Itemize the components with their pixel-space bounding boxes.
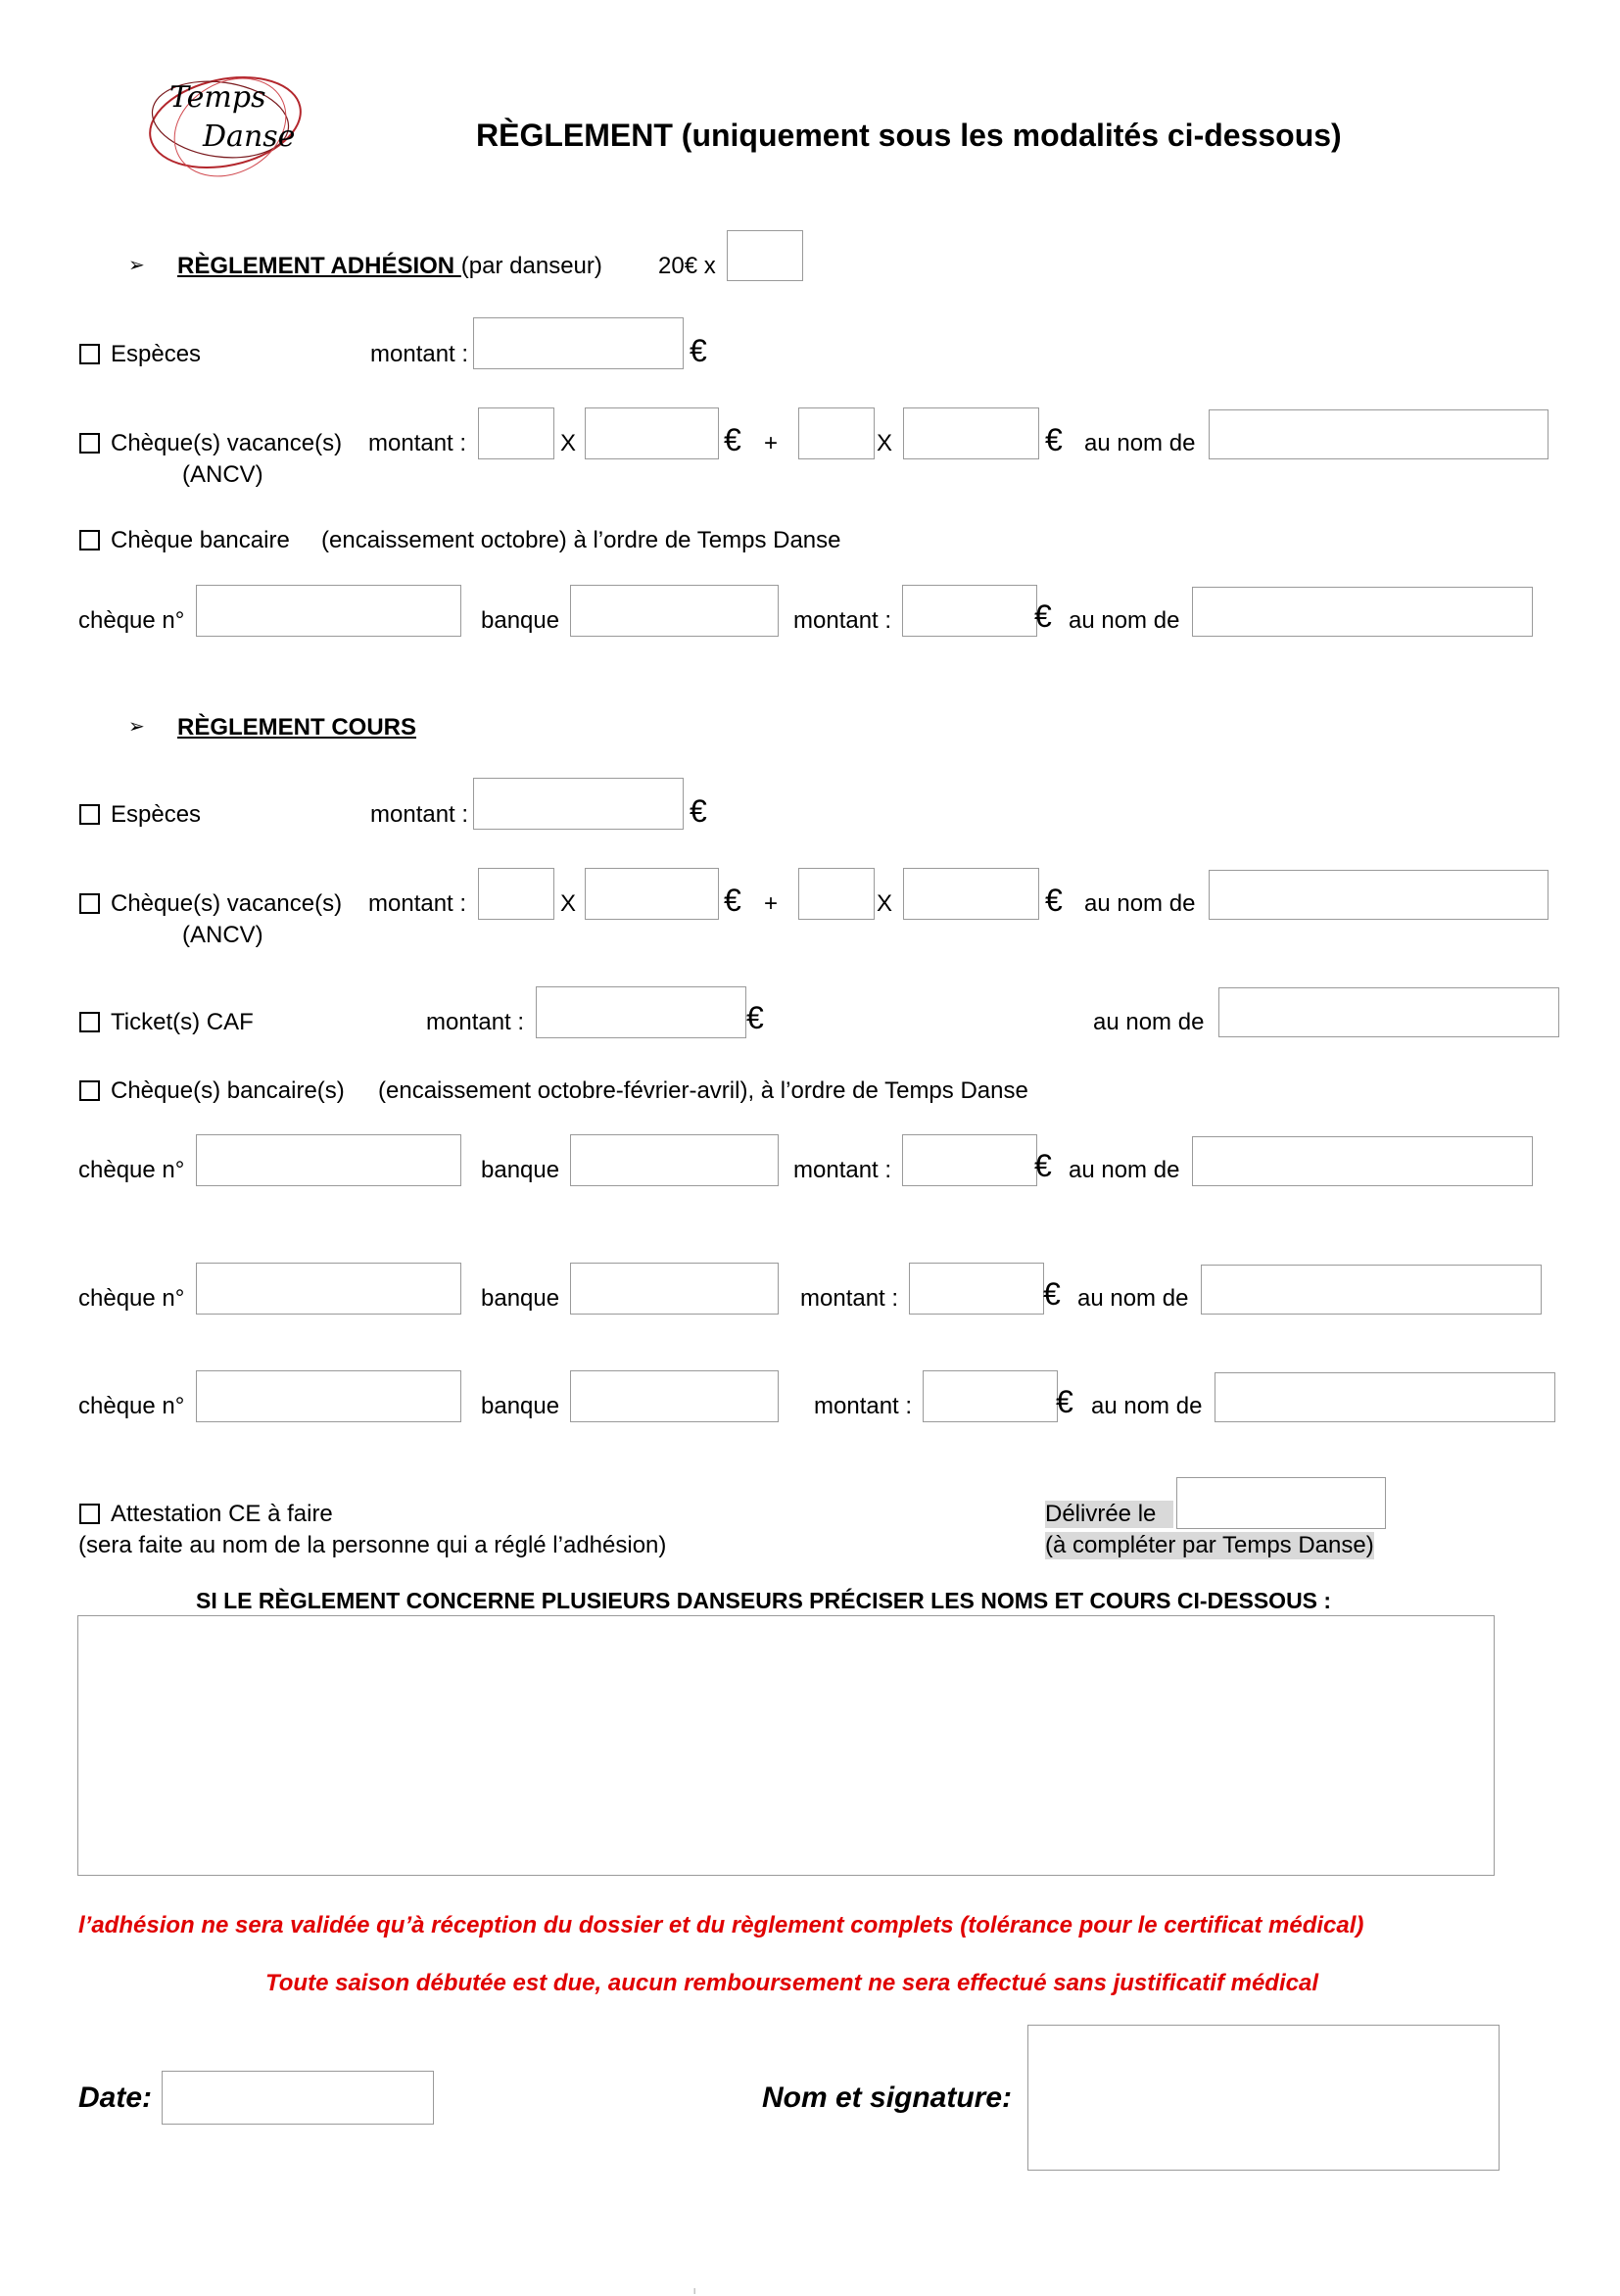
cours-cheque2-au-nom-label: au nom de [1077, 1285, 1189, 1312]
euro-icon: € [724, 422, 741, 457]
cours-cheques-bancaires-label: Chèque(s) bancaire(s) [111, 1077, 345, 1104]
adhesion-banque-input[interactable] [570, 585, 779, 637]
adhesion-cheque-bancaire-checkbox[interactable] [79, 530, 100, 550]
euro-icon: € [1056, 1384, 1073, 1419]
euro-icon: € [1034, 1148, 1052, 1183]
cours-ancv-val2-input[interactable] [903, 868, 1039, 920]
euro-icon: € [1045, 883, 1063, 918]
cours-cheque1-montant-input[interactable] [902, 1134, 1037, 1186]
cours-cheque1-montant-label: montant : [793, 1157, 892, 1183]
plus-label: + [764, 890, 779, 917]
plusieurs-danseurs-heading: SI LE RÈGLEMENT CONCERNE PLUSIEURS DANSEURS PRÉCISER LES NOMS ET COURS CI-DESSOUS : [196, 1588, 1332, 1613]
cours-caf-au-nom-label: au nom de [1093, 1009, 1205, 1035]
cours-cheque3-montant-input[interactable] [923, 1370, 1058, 1422]
bullet-arrow-icon: ➢ [128, 716, 145, 738]
adhesion-ancv-val2-input[interactable] [903, 407, 1039, 459]
delivree-label: Délivrée le [1045, 1501, 1173, 1528]
cours-cheque2-banque-label: banque [481, 1285, 560, 1312]
cours-cheque1-nom-input[interactable] [1192, 1136, 1533, 1186]
cours-cheque1-banque-label: banque [481, 1157, 560, 1183]
cours-ancv-montant-label: montant : [368, 890, 467, 917]
cours-caf-nom-input[interactable] [1218, 987, 1559, 1037]
adhesion-ancv-label: Chèque(s) vacance(s) [111, 430, 343, 456]
delivree-date-input[interactable] [1176, 1477, 1386, 1529]
cours-cheque3-no-input[interactable] [196, 1370, 461, 1422]
cours-cheque3-montant-label: montant : [814, 1393, 913, 1419]
cours-cheque1-banque-input[interactable] [570, 1134, 779, 1186]
cours-cheques-bancaires-note: (encaissement octobre-février-avril), à l’ordre de Temps Danse [378, 1077, 1028, 1104]
adhesion-cheque-montant-label: montant : [793, 607, 892, 634]
adhesion-cheque-no-input[interactable] [196, 585, 461, 637]
cours-heading: RÈGLEMENT COURS [177, 714, 417, 741]
cours-especes-checkbox[interactable] [79, 804, 100, 825]
adhesion-especes-label: Espèces [111, 341, 202, 367]
cours-ancv-au-nom-label: au nom de [1084, 890, 1196, 917]
euro-icon: € [1043, 1276, 1061, 1312]
adhesion-quantity-input[interactable] [727, 230, 803, 281]
logo [132, 59, 309, 186]
adhesion-price: 20€ x [658, 253, 716, 279]
plus-label: + [764, 430, 779, 456]
cours-especes-montant-label: montant : [370, 801, 469, 828]
cours-ancv-checkbox[interactable] [79, 893, 100, 914]
cours-caf-montant-label: montant : [426, 1009, 525, 1035]
cours-cheque3-nom-input[interactable] [1215, 1372, 1555, 1422]
adhesion-heading: RÈGLEMENT ADHÉSION [177, 253, 461, 279]
adhesion-ancv-sub: (ANCV) [182, 461, 263, 488]
cours-cheque2-montant-label: montant : [800, 1285, 899, 1312]
cours-ancv-label: Chèque(s) vacance(s) [111, 890, 343, 917]
euro-icon: € [724, 883, 741, 918]
notice-adhesion: l’adhésion ne sera validée qu’à réception du dossier et du règlement complets (tolérance pour le certificat médical) [78, 1912, 1364, 1938]
adhesion-especes-montant-label: montant : [370, 341, 469, 367]
adhesion-cheque-bancaire-label: Chèque bancaire [111, 527, 290, 553]
signature-label: Nom et signature: [762, 2081, 1013, 2114]
euro-icon: € [1045, 422, 1063, 457]
times-label: X [560, 430, 577, 456]
date-label: Date: [78, 2081, 153, 2114]
euro-icon: € [1034, 598, 1052, 634]
adhesion-banque-label: banque [481, 607, 560, 634]
cours-ancv-qty1-input[interactable] [478, 868, 554, 920]
cours-cheque1-no-input[interactable] [196, 1134, 461, 1186]
cours-cheque2-no-label: chèque n° [78, 1285, 185, 1312]
cours-cheque3-no-label: chèque n° [78, 1393, 185, 1419]
cours-caf-label: Ticket(s) CAF [111, 1009, 254, 1035]
cours-cheque1-au-nom-label: au nom de [1069, 1157, 1180, 1183]
adhesion-ancv-au-nom-label: au nom de [1084, 430, 1196, 456]
adhesion-ancv-qty1-input[interactable] [478, 407, 554, 459]
plusieurs-danseurs-textarea[interactable] [77, 1615, 1495, 1876]
euro-icon: € [690, 793, 707, 829]
adhesion-cheque-no-label: chèque n° [78, 607, 185, 634]
cours-cheque2-no-input[interactable] [196, 1263, 461, 1315]
adhesion-par-danseur: (par danseur) [460, 253, 602, 279]
cours-cheque2-nom-input[interactable] [1201, 1265, 1542, 1315]
cours-cheque3-banque-label: banque [481, 1393, 560, 1419]
adhesion-ancv-qty2-input[interactable] [798, 407, 875, 459]
euro-icon: € [746, 1000, 764, 1035]
adhesion-especes-checkbox[interactable] [79, 344, 100, 364]
adhesion-cheque-bancaire-note: (encaissement octobre) à l’ordre de Temps Danse [321, 527, 841, 553]
cours-ancv-nom-input[interactable] [1209, 870, 1549, 920]
adhesion-ancv-val1-input[interactable] [585, 407, 719, 459]
notice-remboursement: Toute saison débutée est due, aucun remboursement ne sera effectué sans justificatif médical [265, 1970, 1318, 1996]
cours-cheque1-no-label: chèque n° [78, 1157, 185, 1183]
cours-especes-label: Espèces [111, 801, 202, 828]
adhesion-ancv-checkbox[interactable] [79, 433, 100, 454]
date-input[interactable] [162, 2071, 434, 2125]
delivree-note: (à compléter par Temps Danse) [1045, 1532, 1374, 1558]
logo-text-2: Danse [203, 120, 296, 154]
footer-mark: I [693, 2287, 696, 2296]
adhesion-ancv-montant-label: montant : [368, 430, 467, 456]
adhesion-cheque-au-nom-label: au nom de [1069, 607, 1180, 634]
page-title: RÈGLEMENT (uniquement sous les modalités ci-dessous) [476, 118, 1342, 153]
adhesion-cheque-montant-input[interactable] [902, 585, 1037, 637]
logo-text-1: Temps [169, 80, 266, 115]
attestation-note: (sera faite au nom de la personne qui a réglé l’adhésion) [78, 1532, 667, 1558]
cours-ancv-sub: (ANCV) [182, 922, 263, 948]
cours-cheque3-banque-input[interactable] [570, 1370, 779, 1422]
euro-icon: € [690, 333, 707, 368]
times-label: X [877, 890, 893, 917]
cours-ancv-val1-input[interactable] [585, 868, 719, 920]
times-label: X [877, 430, 893, 456]
adhesion-heading-line [177, 253, 602, 280]
cours-cheque3-au-nom-label: au nom de [1091, 1393, 1203, 1419]
cours-cheques-bancaires-checkbox[interactable] [79, 1080, 100, 1101]
times-label: X [560, 890, 577, 917]
cours-cheque2-montant-input[interactable] [909, 1263, 1044, 1315]
cours-caf-checkbox[interactable] [79, 1012, 100, 1032]
attestation-checkbox[interactable] [79, 1504, 100, 1524]
adhesion-ancv-nom-input[interactable] [1209, 409, 1549, 459]
adhesion-especes-montant-input[interactable] [473, 317, 684, 369]
cours-cheque2-banque-input[interactable] [570, 1263, 779, 1315]
signature-box[interactable] [1027, 2025, 1500, 2171]
cours-especes-montant-input[interactable] [473, 778, 684, 830]
adhesion-cheque-nom-input[interactable] [1192, 587, 1533, 637]
cours-caf-montant-input[interactable] [536, 986, 746, 1038]
bullet-arrow-icon: ➢ [128, 255, 145, 276]
cours-ancv-qty2-input[interactable] [798, 868, 875, 920]
attestation-label: Attestation CE à faire [111, 1501, 333, 1527]
